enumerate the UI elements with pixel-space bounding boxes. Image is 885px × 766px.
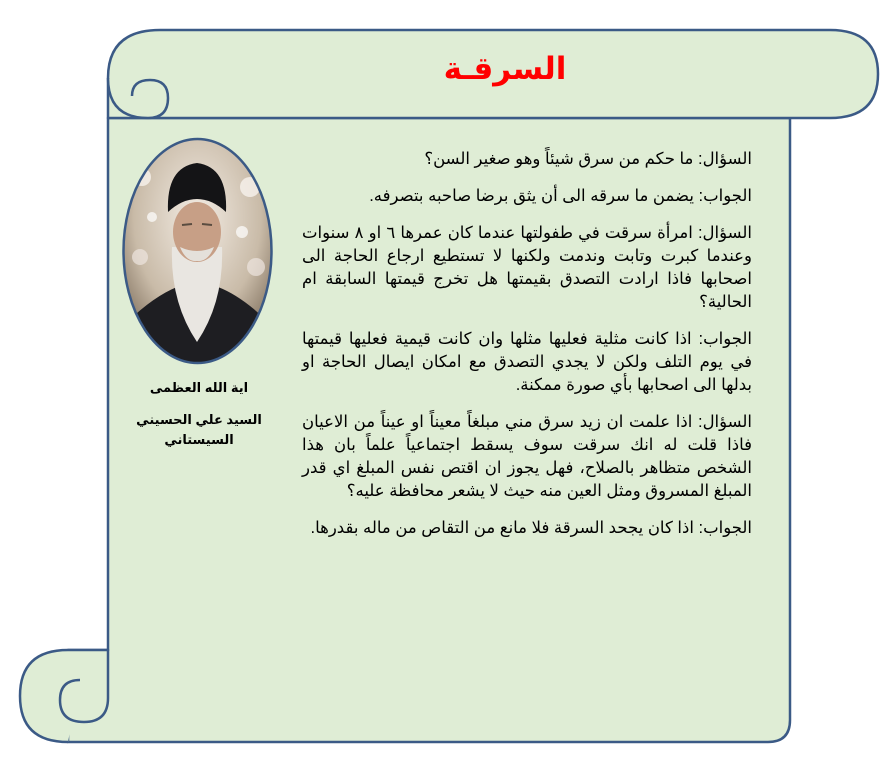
caption-name: السيد علي الحسيني السيستاني — [136, 412, 262, 447]
answer-2: الجواب: اذا كانت مثلية فعليها مثلها وان كانت قيمية فعليها قيمتها في يوم التلف ولكن لا يجدي التصدق مع امكان ايصال الحاجة او بدلها الى اصحابها بأي صورة ممكنة. — [302, 330, 752, 394]
question-3: السؤال: اذا علمت ان زيد سرق مني مبلغاً معيناً او عيناً من الاعيان فاذا قلت له انك سرقت سوف يسقط اجتماعياً علماً بان هذا الشخص متظاهر بالصلاح، فهل يجوز ان اقتص نفس المبلغ اي قدر المبلغ المسروق ومثل العين منه حيث لا يشعر محافظة عليه؟ — [302, 413, 752, 500]
qa-content — [302, 148, 752, 554]
question-2: السؤال: امرأة سرقت في طفولتها عندما كان عمرها ٦ او ٨ سنوات وعندما كبرت وتابت وندمت ولكنها لا تستطيع ارجاع الحاجة الى اصحابها فاذا ارادت التصدق بقيمتها هل تخرج قيمتها السابقة ام الحالية؟ — [302, 224, 752, 311]
portrait-image — [122, 137, 273, 365]
portrait-caption — [104, 378, 294, 462]
answer-3: الجواب: اذا كان يجحد السرقة فلا مانع من التقاص من ماله بقدرها. — [310, 519, 752, 537]
question-1: السؤال: ما حكم من سرق شيئاً وهو صغير السن؟ — [424, 150, 752, 168]
answer-1: الجواب: يضمن ما سرقه الى أن يثق برضا صاحبه بتصرفه. — [369, 187, 752, 205]
page-title: السرقـة — [443, 51, 567, 86]
caption-title: اية الله العظمى — [149, 380, 249, 395]
